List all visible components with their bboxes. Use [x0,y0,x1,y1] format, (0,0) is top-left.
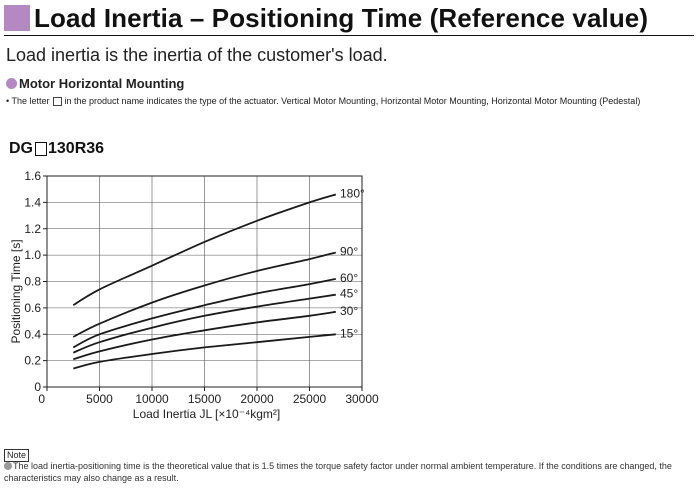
section-heading-text: Motor Horizontal Mounting [19,76,185,91]
product-name-note [6,96,640,106]
series-label-90deg: 90° [340,244,359,259]
note-body: The load inertia-positioning time is the theoretical value that is 1.5 times the torque safety factor under normal ambient temperature. If the conditions are changed, the characteristics may also change as a result. [4,461,672,483]
bullet-dot-icon [6,78,17,89]
y-tick-label: 1.0 [24,248,41,263]
title-divider [4,35,694,36]
y-axis-label: Positioning Time [s] [9,239,23,344]
y-tick-label: 0.4 [24,327,41,342]
bullet-prefix: • The letter [6,96,50,106]
y-tick-label: 0.2 [24,353,41,368]
y-tick-label: 1.6 [24,169,41,183]
tick-labels [24,169,379,406]
series-labels [340,186,365,340]
intro-text: Load inertia is the inertia of the customer's load. [6,45,388,65]
x-tick-label: 0 [38,392,45,406]
y-tick-label: 1.4 [24,195,41,210]
x-tick-label: 25000 [292,392,327,406]
chart-title [9,140,104,158]
y-tick-label: 1.2 [24,221,41,236]
note-text [4,460,692,484]
title-square-marker [4,5,30,31]
x-tick-label: 20000 [240,392,274,406]
x-tick-label: 15000 [187,392,222,406]
model-placeholder-box-icon [35,142,47,156]
model-suffix: 130R36 [48,140,105,157]
y-tick-label: 0.6 [24,300,41,315]
series-label-180deg: 180° [340,186,365,201]
series-label-30deg: 30° [340,303,359,318]
x-axis-label: Load Inertia JL [×10⁻⁴kgm²] [132,407,281,421]
y-tick-label: 0 [34,380,41,394]
y-tick-label: 0.8 [24,274,41,289]
page-title [4,2,648,34]
page-title-text: Load Inertia – Positioning Time (Reference value) [34,2,649,33]
chart-grid [47,176,362,387]
x-tick-label: 10000 [135,392,169,406]
model-prefix: DG [9,140,33,157]
series-label-45deg: 45° [340,286,359,301]
note-dot-icon [4,462,12,470]
x-tick-label: 5000 [86,392,113,406]
note-label: Note [4,449,29,462]
series-label-15deg: 15° [340,326,359,341]
series-label-60deg: 60° [340,270,359,285]
positioning-time-chart [0,160,698,425]
x-tick-label: 30000 [345,392,379,406]
bullet-suffix: in the product name indicates the type of the actuator. Vertical Motor Mounting, Horizontal Motor Mounting, Horizontal Motor Mounting (Pedestal) [64,96,641,106]
section-heading [6,76,184,91]
placeholder-box-icon [53,97,62,106]
